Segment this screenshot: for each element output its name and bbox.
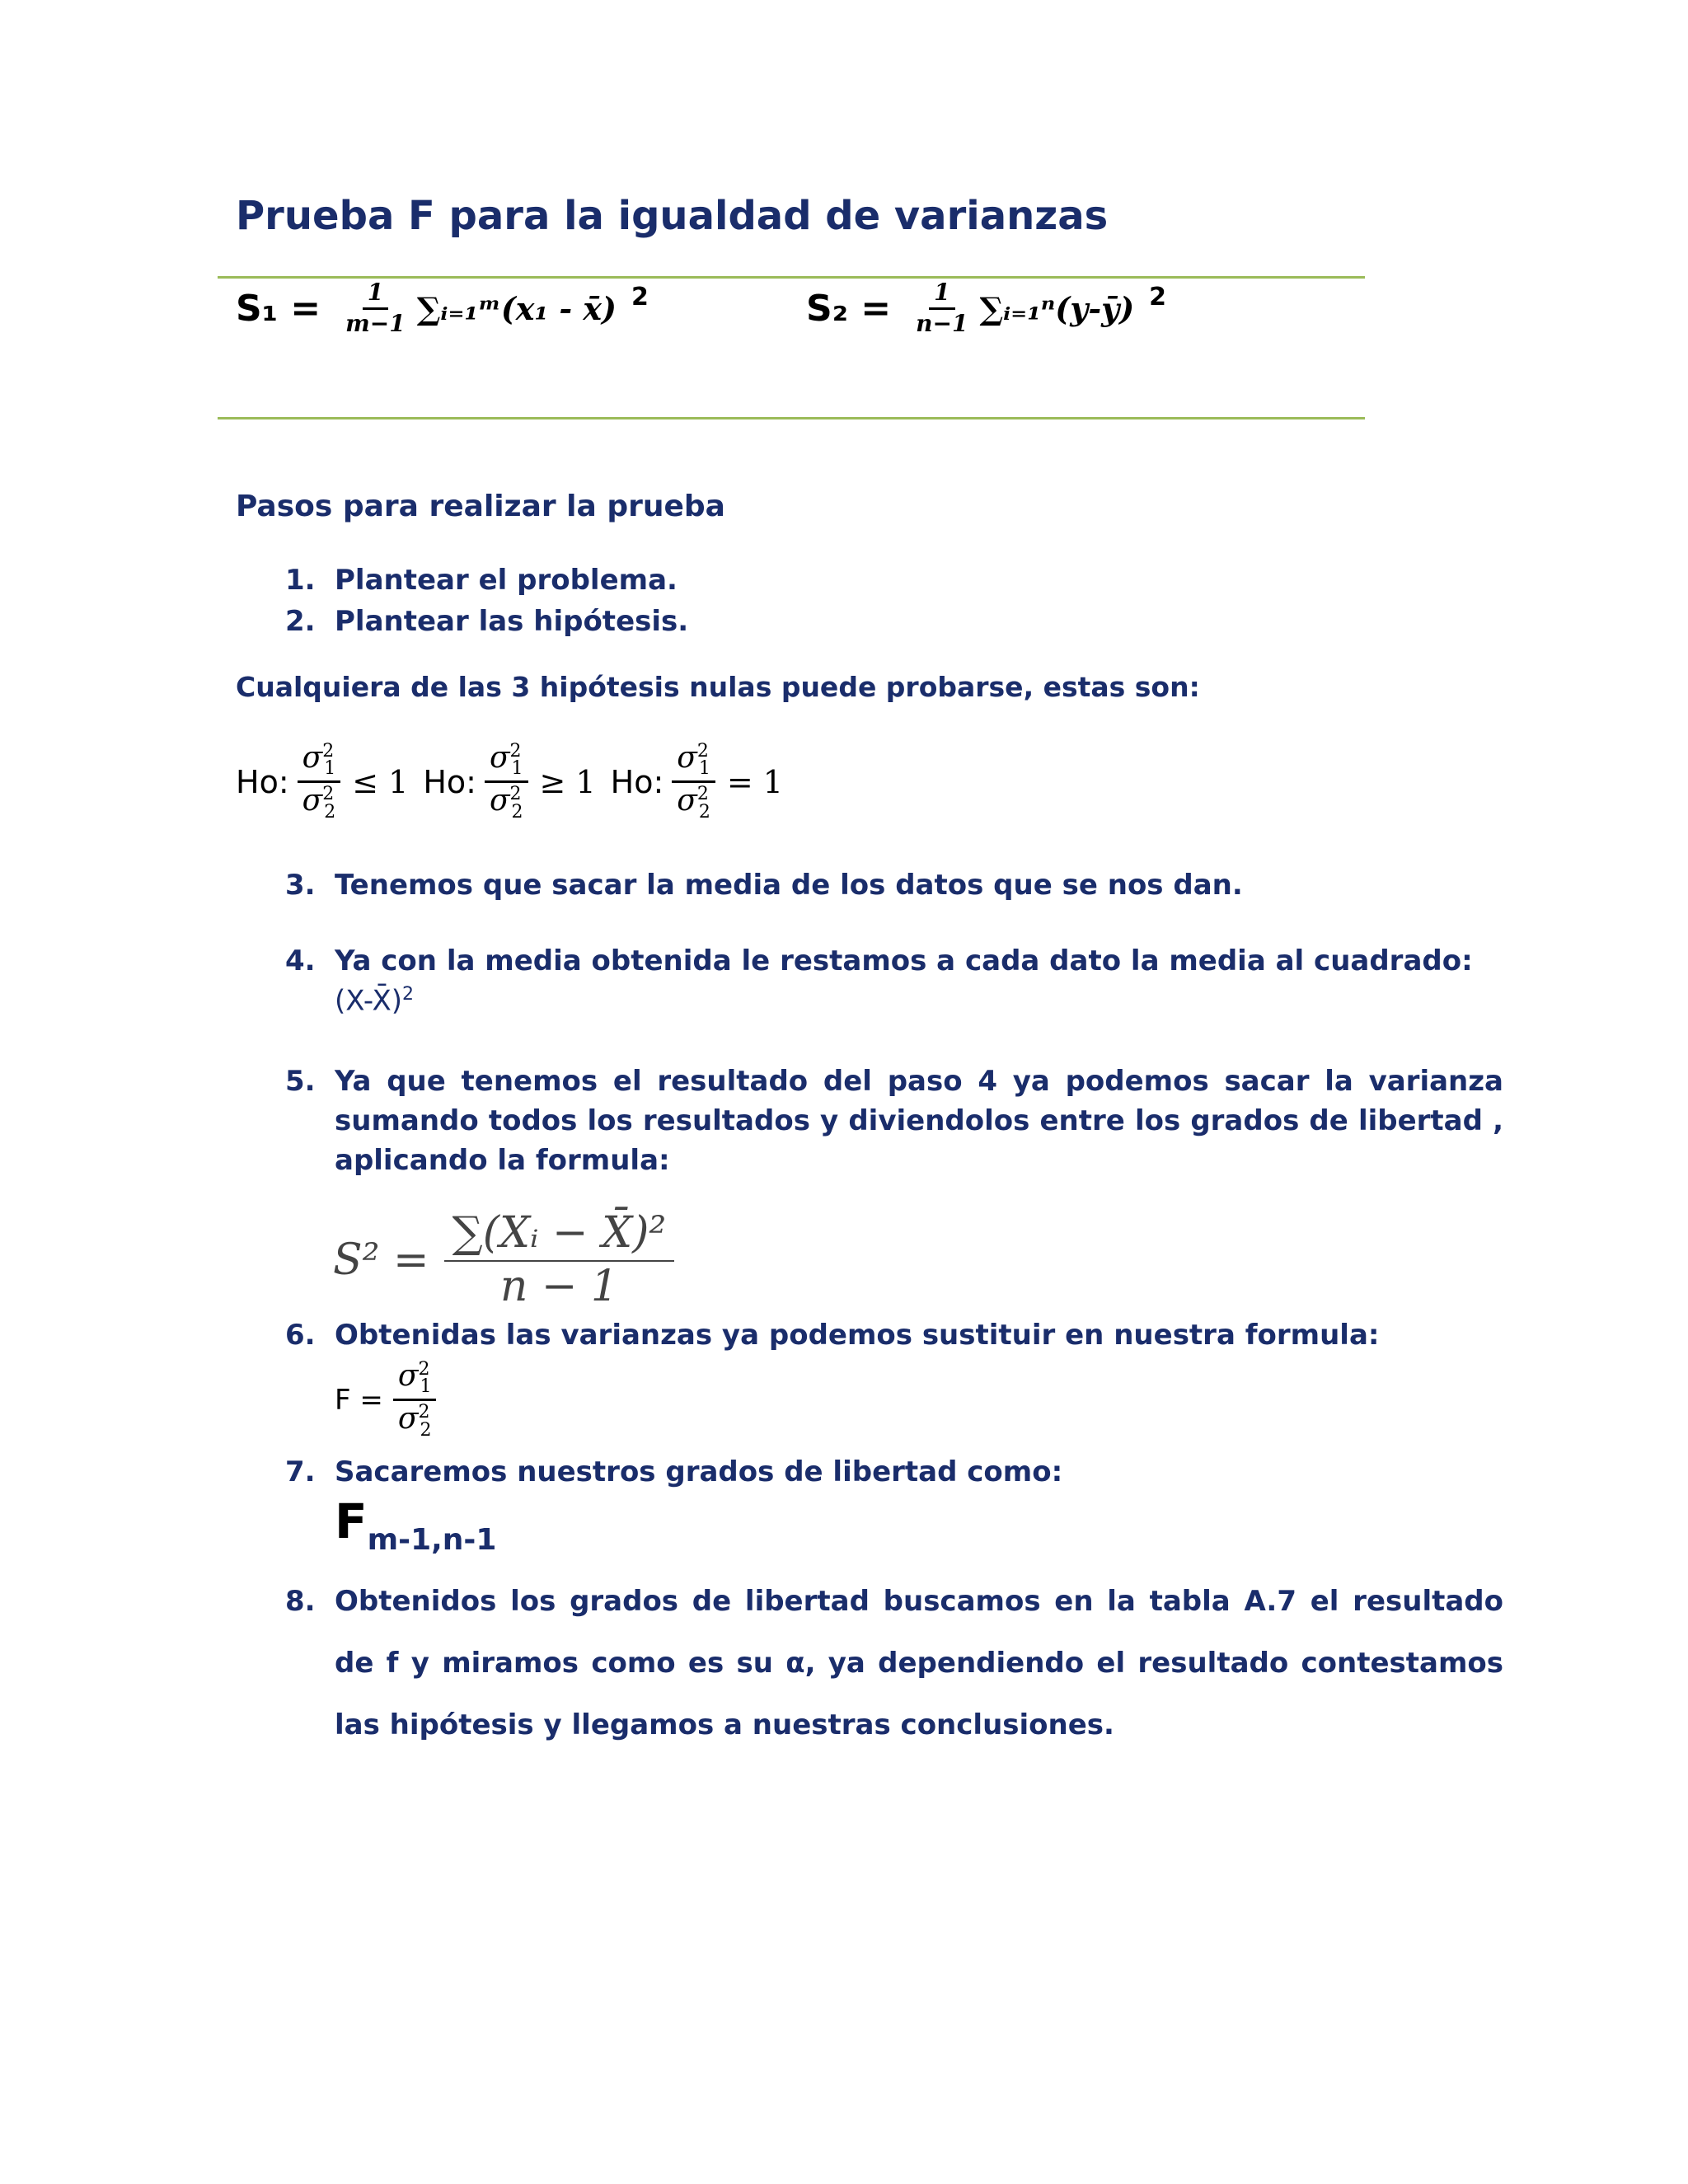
step-number: 7. [285,1455,316,1488]
s1-sum: ∑ᵢ₌₁ᵐ(x₁ - x̄) [416,289,617,327]
hypothesis-label: Ho: [236,763,289,800]
variance-numerator: ∑(Xᵢ − X̄)² [444,1210,675,1262]
s2-exponent: 2 [1149,282,1167,312]
hypotheses-row [236,742,798,823]
hypothesis-relation: ≤ 1 [352,763,409,800]
variance-denominator: n − 1 [499,1262,619,1312]
degrees-of-freedom [335,1493,497,1557]
step-number: 8. [285,1585,316,1618]
s1-formula [236,280,649,337]
step4-formula [335,984,414,1017]
sigma-ratio: $\frac{\sigma^2_1}{\sigma^2_2}$ [485,742,528,823]
step-text: Sacaremos nuestros grados de libertad como: [335,1455,1063,1488]
s2-numerator: 1 [929,280,954,310]
top-divider [218,276,1365,279]
s1-fraction [340,280,410,337]
s2-denominator: n−1 [916,309,968,337]
f-formula [335,1360,436,1441]
hypothesis-relation: ≥ 1 [539,763,596,800]
step-text: Tenemos que sacar la media de los datos que se nos dan. [335,869,1243,902]
section-title: Pasos para realizar la prueba [236,490,725,523]
bottom-divider [218,417,1365,419]
s2-sum: ∑ᵢ₌₁ⁿ(y-ȳ) [979,289,1135,327]
sigma-ratio: $\frac{\sigma^2_1}{\sigma^2_2}$ [298,742,341,823]
variance-fraction [444,1210,675,1310]
page-title: Prueba F para la igualdad de varianzas [236,193,1109,239]
step-number: 1. [285,564,316,597]
s2-label: S₂ = [806,287,892,330]
variance-formula [333,1210,674,1310]
f-subscript: m-1,n-1 [367,1523,497,1557]
sigma-ratio: $\frac{\sigma^2_1}{\sigma^2_2}$ [393,1360,437,1441]
hypothesis-label: Ho: [423,763,476,800]
step-text: Obtenidas las varianzas ya podemos sustituir en nuestra formula: [335,1319,1380,1352]
s1-numerator: 1 [363,280,388,310]
hypothesis-label: Ho: [610,763,664,800]
hypothesis-relation: = 1 [726,763,783,800]
step-number: 5. [285,1065,316,1098]
variance-lhs: S² = [333,1235,429,1286]
step4-expression: (X-X̄) [335,984,402,1018]
step4-exponent: 2 [402,984,414,1005]
s2-fraction [911,280,973,337]
s2-formula [806,280,1166,337]
hypothesis-intro: Cualquiera de las 3 hipótesis nulas puede probarse, estas son: [236,671,1200,703]
step-text: Plantear el problema. [335,564,678,597]
s1-exponent: 2 [631,282,649,312]
sigma-ratio: $\frac{\sigma^2_1}{\sigma^2_2}$ [672,742,715,823]
step-text: Obtenidos los grados de libertad buscamos en la tabla A.7 el resultado de f y miramos como es su α, ya dependiendo el resultado contestamos las hipótesis y llegamos a nuestras conclusiones. [335,1585,1503,1741]
s1-label: S₁ = [236,287,321,330]
f-symbol: F [335,1493,368,1549]
step-number: 2. [285,605,316,638]
step-number: 6. [285,1319,316,1352]
step-number: 3. [285,869,316,902]
step-text: Ya con la media obtenida le restamos a cada dato la media al cuadrado: [335,944,1473,977]
step-text: Plantear las hipótesis. [335,605,689,638]
s1-denominator: m−1 [345,309,406,337]
step-text: Ya que tenemos el resultado del paso 4 ya podemos sacar la varianza sumando todos los resultados y diviendolos entre los grados de libertad , aplicando la formula: [335,1065,1503,1177]
f-lhs: F = [335,1383,383,1417]
step-number: 4. [285,944,316,977]
